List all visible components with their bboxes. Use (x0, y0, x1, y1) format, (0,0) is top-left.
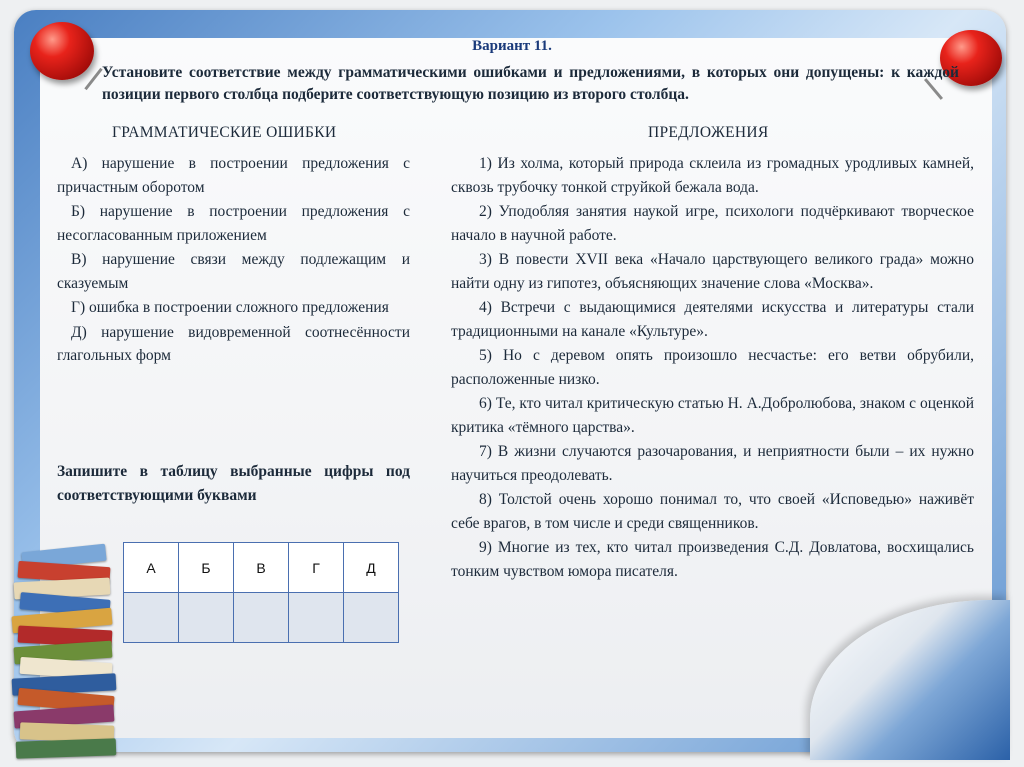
sentence-item: 6) Те, кто читал критическую статью Н. А.Добролюбова, знаком с оценкой критика «тёмного царства». (451, 395, 974, 436)
answer-header-cell: В (234, 543, 289, 593)
answer-table (123, 542, 399, 643)
sentence-item: 2) Уподобляя занятия наукой игре, психологи подчёркивают творческое начало в научной работе. (451, 203, 974, 244)
answer-header-cell: Б (179, 543, 234, 593)
error-item: Г) ошибка в построении сложного предложения (71, 299, 389, 316)
errors-column-header: ГРАММАТИЧЕСКИЕ ОШИБКИ (112, 124, 337, 141)
answer-header-cell: Г (289, 543, 344, 593)
answer-cell[interactable] (179, 593, 234, 643)
sentence-item: 7) В жизни случаются разочарования, и неприятности были – их нужно научиться преодолевать. (451, 443, 974, 484)
book-stack-icon (8, 540, 136, 762)
answer-cell[interactable] (289, 593, 344, 643)
task-statement: Установите соответствие между грамматическими ошибками и предложениями, в которых они допущены: к каждой позиции первого столбца подберите соответствующую позицию из второго столбца. (102, 64, 959, 103)
error-item: Д) нарушение видовременной соотнесённости глагольных форм (57, 323, 410, 364)
errors-list (57, 152, 410, 369)
error-item: А) нарушение в построении предложения с причастным оборотом (57, 155, 410, 196)
sentence-item: 3) В повести XVII века «Начало царствующего великого града» можно найти одну из гипотез, объясняющих значение слова «Москва». (451, 251, 974, 292)
answer-cell[interactable] (124, 593, 179, 643)
sentence-item: 8) Толстой очень хорошо понимал то, что своей «Исповедью» наживёт себе врагов, в том числе и среди священников. (451, 491, 974, 532)
sentences-list (451, 152, 974, 584)
sentence-item: 9) Многие из тех, кто читал произведения С.Д. Довлатова, восхищались тонким чувством юмора писателя. (451, 539, 974, 580)
sentence-item: 4) Встречи с выдающимися деятелями искусства и литературы стали традиционными на канале «Культуре». (451, 299, 974, 340)
variant-title: Вариант 11. (472, 38, 552, 54)
sentence-item: 1) Из холма, который природа склеила из громадных уродливых камней, сквозь трубочку тонкой струйкой бежала вода. (451, 155, 974, 196)
instruction-text: Запишите в таблицу выбранные цифры под соответствующими буквами (57, 463, 410, 504)
answer-cell[interactable] (234, 593, 289, 643)
answer-cell[interactable] (343, 593, 398, 643)
error-item: В) нарушение связи между подлежащим и сказуемым (57, 251, 410, 292)
sentence-item: 5) Но с деревом опять произошло несчастье: его ветви обрубили, расположенные низко. (451, 347, 974, 388)
answer-header-cell: А (124, 543, 179, 593)
sentences-column-header: ПРЕДЛОЖЕНИЯ (648, 124, 769, 141)
answer-header-cell: Д (343, 543, 398, 593)
error-item: Б) нарушение в построении предложения с несогласованным приложением (57, 203, 410, 244)
